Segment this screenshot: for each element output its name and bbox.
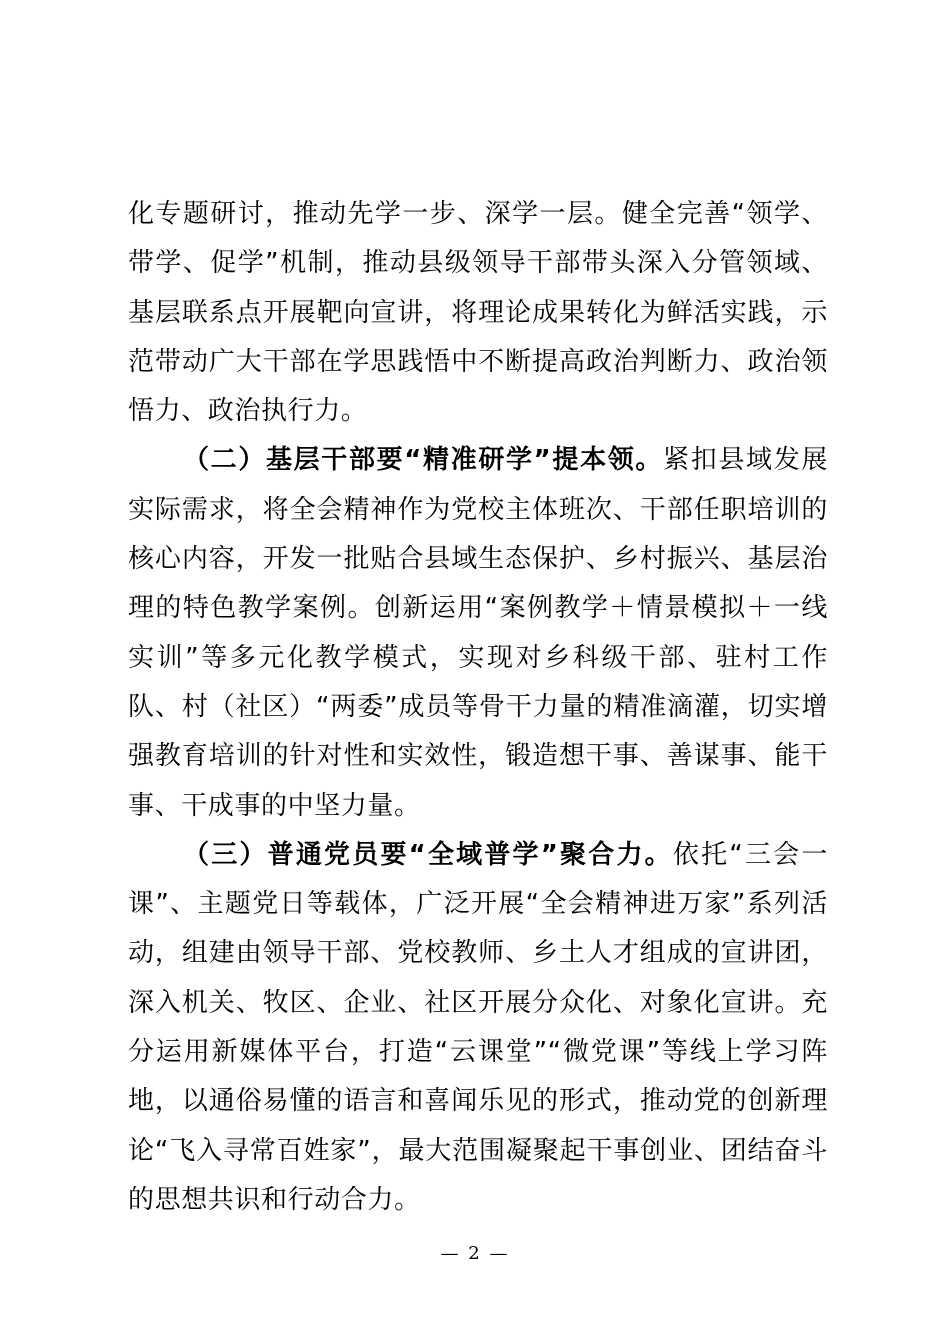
paragraph-section-2 [128,436,828,830]
paragraph-text: 化专题研讨，推动先学一步、深学一层。健全完善“领学、带学、促学”机制，推动县级领导干部带头深入分管领域、基层联系点开展靶向宣讲，将理论成果转化为鲜活实践，示范带动广大干部在学思践悟中不断提高政治判断力、政治领悟力、政治执行力。 [128,199,828,427]
paragraph-section-3 [128,831,828,1225]
page-number: — 2 — [440,1243,510,1264]
section-heading: （三）普通党员要“全域普学”聚合力。 [183,839,673,870]
section-heading: （二）基层干部要“精准研学”提本领。 [183,445,664,476]
document-body [128,190,828,1225]
paragraph-continuation [128,190,828,436]
paragraph-text: 紧扣县域发展实际需求，将全会精神作为党校主体班次、干部任职培训的核心内容，开发一批贴合县域生态保护、乡村振兴、基层治理的特色教学案例。创新运用“案例教学＋情景模拟＋一线实训”等多元化教学模式，实现对乡科级干部、驻村工作队、村（社区）“两委”成员等骨干力量的精准滴灌，切实增强教育培训的针对性和实效性，锻造想干事、善谋事、能干事、干成事的中坚力量。 [128,445,828,821]
paragraph-text: 依托“三会一课”、主题党日等载体，广泛开展“全会精神进万家”系列活动，组建由领导干部、党校教师、乡土人才组成的宣讲团，深入机关、牧区、企业、社区开展分众化、对象化宣讲。充分运用新媒体平台，打造“云课堂”“微党课”等线上学习阵地，以通俗易懂的语言和喜闻乐见的形式，推动党的创新理论“飞入寻常百姓家”，最大范围凝聚起干事创业、团结奋斗的思想共识和行动合力。 [128,839,828,1215]
